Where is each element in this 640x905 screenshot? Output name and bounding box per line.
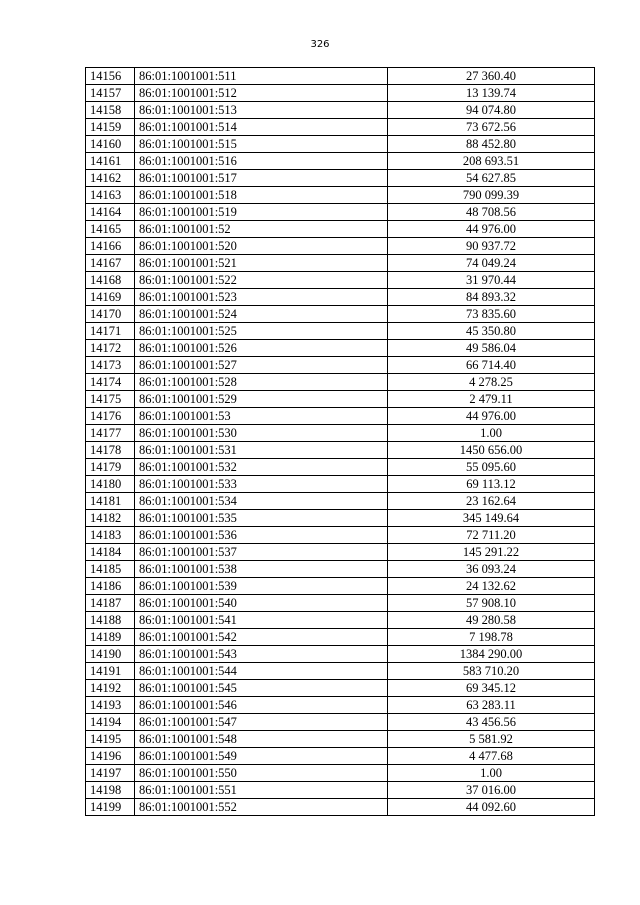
cadastral-number-cell: 86:01:1001001:518 xyxy=(135,187,388,204)
cadastral-number-cell: 86:01:1001001:522 xyxy=(135,272,388,289)
table-row xyxy=(86,136,595,153)
value-cell: 88 452.80 xyxy=(388,136,595,153)
row-number-cell: 14160 xyxy=(86,136,135,153)
row-number-cell: 14196 xyxy=(86,748,135,765)
value-cell: 36 093.24 xyxy=(388,561,595,578)
cadastral-number-cell: 86:01:1001001:515 xyxy=(135,136,388,153)
table-row xyxy=(86,646,595,663)
value-cell: 1450 656.00 xyxy=(388,442,595,459)
row-number-cell: 14157 xyxy=(86,85,135,102)
cadastral-number-cell: 86:01:1001001:549 xyxy=(135,748,388,765)
table-body xyxy=(86,68,595,816)
row-number-cell: 14170 xyxy=(86,306,135,323)
cadastral-number-cell: 86:01:1001001:532 xyxy=(135,459,388,476)
cadastral-number-cell: 86:01:1001001:543 xyxy=(135,646,388,663)
page-number: 326 xyxy=(310,39,330,50)
cadastral-number-cell: 86:01:1001001:517 xyxy=(135,170,388,187)
cadastral-number-cell: 86:01:1001001:551 xyxy=(135,782,388,799)
row-number-cell: 14165 xyxy=(86,221,135,238)
table-row xyxy=(86,170,595,187)
table-row xyxy=(86,476,595,493)
value-cell: 94 074.80 xyxy=(388,102,595,119)
value-cell: 43 456.56 xyxy=(388,714,595,731)
cadastral-number-cell: 86:01:1001001:530 xyxy=(135,425,388,442)
value-cell: 31 970.44 xyxy=(388,272,595,289)
value-cell: 13 139.74 xyxy=(388,85,595,102)
cadastral-number-cell: 86:01:1001001:536 xyxy=(135,527,388,544)
cadastral-number-cell: 86:01:1001001:519 xyxy=(135,204,388,221)
table-row xyxy=(86,680,595,697)
row-number-cell: 14163 xyxy=(86,187,135,204)
cadastral-number-cell: 86:01:1001001:537 xyxy=(135,544,388,561)
cadastral-number-cell: 86:01:1001001:513 xyxy=(135,102,388,119)
table-row xyxy=(86,765,595,782)
row-number-cell: 14179 xyxy=(86,459,135,476)
cadastral-number-cell: 86:01:1001001:511 xyxy=(135,68,388,85)
table-row xyxy=(86,595,595,612)
cadastral-number-cell: 86:01:1001001:53 xyxy=(135,408,388,425)
table-row xyxy=(86,561,595,578)
data-table xyxy=(85,67,595,816)
value-cell: 37 016.00 xyxy=(388,782,595,799)
row-number-cell: 14197 xyxy=(86,765,135,782)
table-row xyxy=(86,527,595,544)
table-row xyxy=(86,714,595,731)
value-cell: 48 708.56 xyxy=(388,204,595,221)
row-number-cell: 14199 xyxy=(86,799,135,816)
row-number-cell: 14187 xyxy=(86,595,135,612)
row-number-cell: 14166 xyxy=(86,238,135,255)
table-row xyxy=(86,340,595,357)
value-cell: 790 099.39 xyxy=(388,187,595,204)
value-cell: 583 710.20 xyxy=(388,663,595,680)
table-row xyxy=(86,153,595,170)
cadastral-number-cell: 86:01:1001001:550 xyxy=(135,765,388,782)
row-number-cell: 14159 xyxy=(86,119,135,136)
table-row xyxy=(86,697,595,714)
cadastral-number-cell: 86:01:1001001:528 xyxy=(135,374,388,391)
row-number-cell: 14156 xyxy=(86,68,135,85)
value-cell: 55 095.60 xyxy=(388,459,595,476)
row-number-cell: 14192 xyxy=(86,680,135,697)
row-number-cell: 14171 xyxy=(86,323,135,340)
cadastral-number-cell: 86:01:1001001:534 xyxy=(135,493,388,510)
table-row xyxy=(86,510,595,527)
value-cell: 74 049.24 xyxy=(388,255,595,272)
cadastral-number-cell: 86:01:1001001:520 xyxy=(135,238,388,255)
row-number-cell: 14181 xyxy=(86,493,135,510)
cadastral-number-cell: 86:01:1001001:545 xyxy=(135,680,388,697)
cadastral-number-cell: 86:01:1001001:512 xyxy=(135,85,388,102)
row-number-cell: 14175 xyxy=(86,391,135,408)
table-row xyxy=(86,612,595,629)
row-number-cell: 14161 xyxy=(86,153,135,170)
value-cell: 23 162.64 xyxy=(388,493,595,510)
row-number-cell: 14188 xyxy=(86,612,135,629)
value-cell: 345 149.64 xyxy=(388,510,595,527)
table-row xyxy=(86,204,595,221)
cadastral-number-cell: 86:01:1001001:541 xyxy=(135,612,388,629)
value-cell: 73 672.56 xyxy=(388,119,595,136)
value-cell: 2 479.11 xyxy=(388,391,595,408)
table-row xyxy=(86,357,595,374)
row-number-cell: 14177 xyxy=(86,425,135,442)
table-row xyxy=(86,493,595,510)
value-cell: 66 714.40 xyxy=(388,357,595,374)
cadastral-number-cell: 86:01:1001001:526 xyxy=(135,340,388,357)
cadastral-number-cell: 86:01:1001001:531 xyxy=(135,442,388,459)
table-row xyxy=(86,663,595,680)
row-number-cell: 14158 xyxy=(86,102,135,119)
value-cell: 57 908.10 xyxy=(388,595,595,612)
row-number-cell: 14169 xyxy=(86,289,135,306)
row-number-cell: 14191 xyxy=(86,663,135,680)
table-row xyxy=(86,187,595,204)
table-row xyxy=(86,782,595,799)
value-cell: 1.00 xyxy=(388,765,595,782)
row-number-cell: 14180 xyxy=(86,476,135,493)
cadastral-number-cell: 86:01:1001001:540 xyxy=(135,595,388,612)
value-cell: 69 113.12 xyxy=(388,476,595,493)
row-number-cell: 14185 xyxy=(86,561,135,578)
row-number-cell: 14182 xyxy=(86,510,135,527)
table-row xyxy=(86,799,595,816)
cadastral-number-cell: 86:01:1001001:548 xyxy=(135,731,388,748)
cadastral-number-cell: 86:01:1001001:529 xyxy=(135,391,388,408)
row-number-cell: 14184 xyxy=(86,544,135,561)
table-row xyxy=(86,544,595,561)
cadastral-number-cell: 86:01:1001001:524 xyxy=(135,306,388,323)
cadastral-number-cell: 86:01:1001001:533 xyxy=(135,476,388,493)
table-row xyxy=(86,425,595,442)
table-row xyxy=(86,731,595,748)
table-row xyxy=(86,408,595,425)
row-number-cell: 14183 xyxy=(86,527,135,544)
table-row xyxy=(86,289,595,306)
row-number-cell: 14167 xyxy=(86,255,135,272)
value-cell: 44 976.00 xyxy=(388,408,595,425)
cadastral-number-cell: 86:01:1001001:523 xyxy=(135,289,388,306)
value-cell: 90 937.72 xyxy=(388,238,595,255)
table-row xyxy=(86,323,595,340)
cadastral-number-cell: 86:01:1001001:544 xyxy=(135,663,388,680)
table-row xyxy=(86,68,595,85)
table-row xyxy=(86,306,595,323)
row-number-cell: 14189 xyxy=(86,629,135,646)
row-number-cell: 14194 xyxy=(86,714,135,731)
value-cell: 63 283.11 xyxy=(388,697,595,714)
table-row xyxy=(86,119,595,136)
value-cell: 69 345.12 xyxy=(388,680,595,697)
value-cell: 145 291.22 xyxy=(388,544,595,561)
value-cell: 208 693.51 xyxy=(388,153,595,170)
row-number-cell: 14162 xyxy=(86,170,135,187)
table-row xyxy=(86,629,595,646)
table-row xyxy=(86,391,595,408)
table-row xyxy=(86,272,595,289)
cadastral-number-cell: 86:01:1001001:514 xyxy=(135,119,388,136)
cadastral-number-cell: 86:01:1001001:516 xyxy=(135,153,388,170)
value-cell: 1384 290.00 xyxy=(388,646,595,663)
value-cell: 1.00 xyxy=(388,425,595,442)
value-cell: 44 976.00 xyxy=(388,221,595,238)
value-cell: 54 627.85 xyxy=(388,170,595,187)
value-cell: 49 586.04 xyxy=(388,340,595,357)
cadastral-number-cell: 86:01:1001001:539 xyxy=(135,578,388,595)
row-number-cell: 14178 xyxy=(86,442,135,459)
row-number-cell: 14173 xyxy=(86,357,135,374)
row-number-cell: 14174 xyxy=(86,374,135,391)
value-cell: 27 360.40 xyxy=(388,68,595,85)
cadastral-number-cell: 86:01:1001001:538 xyxy=(135,561,388,578)
value-cell: 4 278.25 xyxy=(388,374,595,391)
cadastral-number-cell: 86:01:1001001:546 xyxy=(135,697,388,714)
row-number-cell: 14172 xyxy=(86,340,135,357)
value-cell: 44 092.60 xyxy=(388,799,595,816)
value-cell: 49 280.58 xyxy=(388,612,595,629)
table-row xyxy=(86,578,595,595)
value-cell: 24 132.62 xyxy=(388,578,595,595)
cadastral-number-cell: 86:01:1001001:52 xyxy=(135,221,388,238)
value-cell: 4 477.68 xyxy=(388,748,595,765)
cadastral-number-cell: 86:01:1001001:542 xyxy=(135,629,388,646)
value-cell: 45 350.80 xyxy=(388,323,595,340)
cadastral-number-cell: 86:01:1001001:547 xyxy=(135,714,388,731)
row-number-cell: 14186 xyxy=(86,578,135,595)
table-row xyxy=(86,459,595,476)
value-cell: 84 893.32 xyxy=(388,289,595,306)
cadastral-number-cell: 86:01:1001001:552 xyxy=(135,799,388,816)
cadastral-number-cell: 86:01:1001001:521 xyxy=(135,255,388,272)
table-row xyxy=(86,255,595,272)
value-cell: 7 198.78 xyxy=(388,629,595,646)
cadastral-number-cell: 86:01:1001001:525 xyxy=(135,323,388,340)
table-row xyxy=(86,238,595,255)
value-cell: 5 581.92 xyxy=(388,731,595,748)
table-row xyxy=(86,85,595,102)
row-number-cell: 14190 xyxy=(86,646,135,663)
table-row xyxy=(86,102,595,119)
row-number-cell: 14195 xyxy=(86,731,135,748)
row-number-cell: 14198 xyxy=(86,782,135,799)
table-row xyxy=(86,442,595,459)
row-number-cell: 14164 xyxy=(86,204,135,221)
cadastral-number-cell: 86:01:1001001:535 xyxy=(135,510,388,527)
cadastral-number-cell: 86:01:1001001:527 xyxy=(135,357,388,374)
row-number-cell: 14193 xyxy=(86,697,135,714)
value-cell: 72 711.20 xyxy=(388,527,595,544)
table-row xyxy=(86,748,595,765)
row-number-cell: 14168 xyxy=(86,272,135,289)
value-cell: 73 835.60 xyxy=(388,306,595,323)
row-number-cell: 14176 xyxy=(86,408,135,425)
table-row xyxy=(86,374,595,391)
table-row xyxy=(86,221,595,238)
